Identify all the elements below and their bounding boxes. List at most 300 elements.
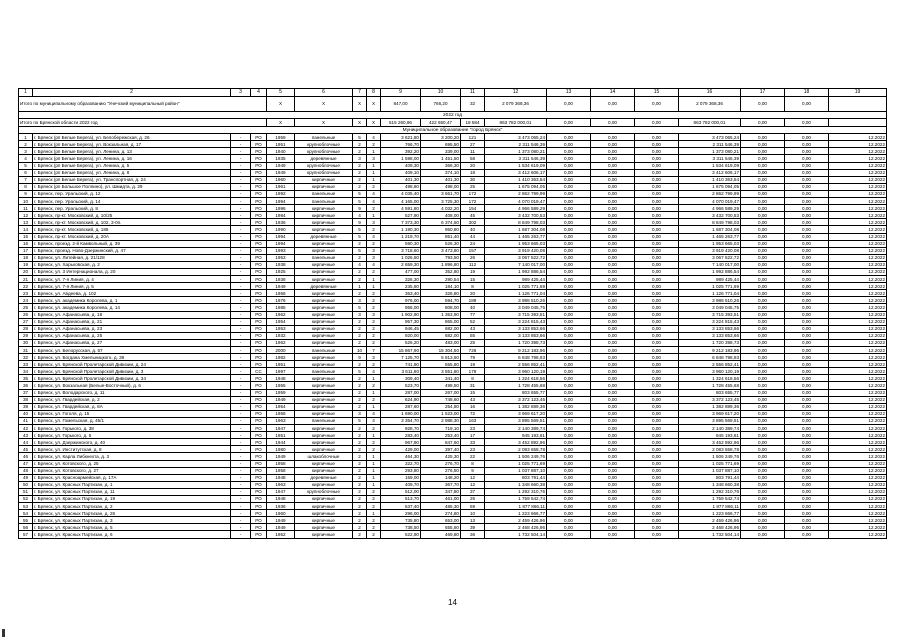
table-cell: 0,00 (591, 311, 635, 318)
table-cell: 2 862 799,99 (485, 190, 547, 197)
table-cell: 0,00 (785, 304, 829, 311)
table-cell: 0,00 (741, 183, 785, 190)
table-cell: 0,00 (785, 410, 829, 417)
table-cell: 0,00 (741, 375, 785, 382)
address-cell: г. Брянск, проезд. Ново-Дзержинский, д. 47 (33, 247, 231, 254)
table-cell: 253,40 (421, 432, 461, 439)
table-cell: 0,00 (785, 190, 829, 197)
table-cell: 6 848 798,93 (679, 354, 741, 361)
table-cell: 12.2022 (829, 198, 887, 205)
table-cell: 19 (19, 261, 33, 268)
table-cell: 0,00 (785, 268, 829, 275)
table-cell: 322,70 (381, 460, 421, 467)
table-row (19, 517, 887, 524)
table-cell: 0,00 (591, 510, 635, 517)
table-cell: 5 813,60 (421, 354, 461, 361)
address-cell: г. Брянск, ул. Гвардейская, д. 2 (33, 396, 231, 403)
table-cell: 0,00 (547, 495, 591, 502)
table-cell: 2 (353, 141, 367, 148)
table-cell: РО (251, 290, 267, 297)
table-cell: 0,00 (547, 354, 591, 361)
address-cell: г. Брянск, ул. Афанасьева, д. 23 (33, 325, 231, 332)
table-cell: РО (251, 226, 267, 233)
table-cell: 409,30 (381, 162, 421, 169)
table-cell: 25 (461, 183, 485, 190)
table-cell: 0,00 (635, 261, 679, 268)
table-row (19, 276, 887, 283)
table-cell: 0,00 (635, 134, 679, 141)
table-cell: 0,00 (741, 261, 785, 268)
table-cell: 347,80 (421, 488, 461, 495)
table-cell: 12.2022 (829, 176, 887, 183)
table-cell: 0,00 (635, 155, 679, 162)
table-cell: 1 877 866,11 (679, 503, 741, 510)
table-cell: - (231, 304, 251, 311)
table-cell: - (231, 410, 251, 417)
table-cell: 0,00 (741, 311, 785, 318)
header-cell: 19 (829, 89, 887, 97)
table-cell: 3 661,70 (421, 190, 461, 197)
table-cell: 1961 (267, 183, 295, 190)
table-cell: - (231, 446, 251, 453)
table-cell: 2 (353, 254, 367, 261)
table-cell: 1948 (267, 495, 295, 502)
table-cell: 803 655,77 (485, 389, 547, 396)
table-cell: СС (251, 368, 267, 375)
table-cell: 0,00 (785, 155, 829, 162)
table-cell: 2 (353, 495, 367, 502)
table-cell: 3 (367, 247, 381, 254)
table-cell: - (231, 354, 251, 361)
table-cell: 682,00 (421, 325, 461, 332)
table-row (19, 510, 887, 517)
table-cell: РО (251, 176, 267, 183)
table-cell: 12.2022 (829, 325, 887, 332)
table-cell: 0,00 (591, 389, 635, 396)
table-cell: 0,00 (547, 176, 591, 183)
address-cell: г. Брянск (рп Белые Берега), ул. Вокзальная, д. 17 (33, 141, 231, 148)
table-cell: 1 025 771,69 (679, 283, 741, 290)
table-cell: кирпичные (295, 176, 353, 183)
address-cell: г. Брянск, пр-кт. Московский, д. 185 (33, 226, 231, 233)
table-cell: 0,00 (635, 481, 679, 488)
table-cell: кирпичные (295, 403, 353, 410)
table-row (19, 446, 887, 453)
table-cell: 0,00 (547, 425, 591, 432)
table-cell: 0,00 (547, 417, 591, 424)
table-cell: 293,80 (381, 467, 421, 474)
table-cell: 1938 (267, 261, 295, 268)
table-cell: 2 (353, 268, 367, 275)
table-cell: 1 465 263,77 (485, 233, 547, 240)
address-cell: г. Брянск, ул. Володарского, д. 11 (33, 389, 231, 396)
table-cell: 928,70 (381, 425, 421, 432)
table-cell: 3 919 420,08 (679, 247, 741, 254)
table-cell: 1 759 542,74 (679, 495, 741, 502)
table-cell: 12.2022 (829, 474, 887, 481)
table-cell: 3 432 700,53 (679, 212, 741, 219)
table-cell: 1 037 887,10 (679, 467, 741, 474)
table-cell: 254,80 (421, 403, 461, 410)
table-cell: 0,00 (591, 297, 635, 304)
table-cell: 2 (353, 453, 367, 460)
table-cell: 1990 (267, 226, 295, 233)
address-cell: г. Брянск, проезд. 2-й Камвольный, д. 39 (33, 240, 231, 247)
table-cell: РО (251, 162, 267, 169)
table-cell: 31 (461, 382, 485, 389)
table-cell: 179 (461, 368, 485, 375)
table-row (19, 141, 887, 148)
table-cell: 1 219,70 (381, 233, 421, 240)
address-cell: г. Брянск, ул. Брянской Пролетарской Дивизии, д. 34 (33, 375, 231, 382)
address-cell: г. Брянск, пер. Уральский, д. 12 (33, 190, 231, 197)
table-cell: 2 (353, 240, 367, 247)
table-cell: 0,00 (547, 226, 591, 233)
address-cell: г. Брянск, ул. Афанасьева, д. 21 (33, 318, 231, 325)
table-cell: РО (251, 375, 267, 382)
table-cell: 12.2022 (829, 524, 887, 531)
table-cell: 477,00 (381, 268, 421, 275)
table-cell: 2 (353, 361, 367, 368)
table-cell: 1958 (267, 467, 295, 474)
table-cell: 464,30 (381, 453, 421, 460)
table-cell: - (231, 283, 251, 290)
table-cell: 22 (19, 283, 33, 290)
table-cell: 2 (367, 503, 381, 510)
table-cell: 803 655,77 (679, 389, 741, 396)
table-cell: 12.2022 (829, 290, 887, 297)
table-row (19, 524, 887, 531)
table-cell: 1982 (267, 354, 295, 361)
table-cell: кирпичные (295, 332, 353, 339)
table-cell: 408,00 (421, 212, 461, 219)
table-row (19, 531, 887, 538)
table-cell: 12.2022 (829, 148, 887, 155)
table-cell: 12.2022 (829, 510, 887, 517)
table-cell: 0,00 (635, 148, 679, 155)
table-cell: 2000 (267, 347, 295, 354)
address-cell: г. Брянск (рп Большое Полпино), ул. Шмидта, д. 29 (33, 183, 231, 190)
table-cell: 2 659,30 (381, 261, 421, 268)
table-cell: 3 452 892,96 (679, 439, 741, 446)
table-cell: 2 (367, 488, 381, 495)
table-cell: 12.2022 (829, 318, 887, 325)
table-cell: РО (251, 233, 267, 240)
table-cell: - (231, 162, 251, 169)
table-cell: РО (251, 247, 267, 254)
table-cell: 2 (367, 297, 381, 304)
total-cell: X (295, 97, 353, 112)
table-cell: 1997 (267, 368, 295, 375)
table-cell: 1 (367, 460, 381, 467)
table-cell: 0,00 (741, 524, 785, 531)
table-cell: 1 (367, 467, 381, 474)
table-cell: кирпичные (295, 410, 353, 417)
table-cell: 0,00 (785, 212, 829, 219)
register-table-container (18, 88, 886, 539)
table-cell: 0,00 (785, 325, 829, 332)
table-cell: РО (251, 524, 267, 531)
table-cell: 2 (367, 531, 381, 538)
table-cell: кирпичные (295, 503, 353, 510)
table-cell: 54 (19, 510, 33, 517)
table-cell: 4 (367, 417, 381, 424)
table-cell: 274,80 (421, 510, 461, 517)
table-cell: 1958 (267, 290, 295, 297)
table-cell: 2 556 852,41 (485, 361, 547, 368)
table-cell: 3 067 522,72 (679, 254, 741, 261)
table-cell: 0,00 (635, 517, 679, 524)
table-cell: 0,00 (785, 425, 829, 432)
table-cell: 0,00 (591, 268, 635, 275)
table-cell: 0,00 (591, 368, 635, 375)
table-cell: 5 (353, 190, 367, 197)
table-cell: 0,00 (635, 354, 679, 361)
total-cell: 847,00 (381, 97, 421, 112)
table-row (19, 332, 887, 339)
table-cell: 0,00 (547, 524, 591, 531)
table-cell: 0,00 (591, 247, 635, 254)
table-cell: 0,00 (741, 417, 785, 424)
table-cell: 296,00 (381, 510, 421, 517)
table-cell: 0,00 (785, 148, 829, 155)
table-cell: РО (251, 268, 267, 275)
table-cell: 0,00 (785, 510, 829, 517)
address-cell: г. Брянск, ул. 7-я Линия, д. 4 (33, 276, 231, 283)
table-cell: 0,00 (741, 268, 785, 275)
table-cell: 1 (367, 276, 381, 283)
table-cell: - (231, 233, 251, 240)
table-cell: 12.2022 (829, 268, 887, 275)
table-cell: - (231, 439, 251, 446)
table-row (19, 481, 887, 488)
table-cell: 29 (19, 332, 33, 339)
table-cell: 1 877 866,11 (485, 503, 547, 510)
table-cell: 50 (19, 481, 33, 488)
header-cell: 2 (33, 89, 231, 97)
table-cell: 0,00 (785, 460, 829, 467)
header-cell: 3 (231, 89, 251, 97)
table-cell: 12.2022 (829, 311, 887, 318)
table-cell: 0,00 (741, 495, 785, 502)
table-cell: 741,90 (381, 361, 421, 368)
table-cell: кирпичные (295, 268, 353, 275)
table-cell: 12.2022 (829, 183, 887, 190)
table-row (19, 325, 887, 332)
table-cell: 0,00 (741, 382, 785, 389)
total-cell: 2 079 368,36 (485, 97, 547, 112)
table-cell: 2 (367, 332, 381, 339)
table-cell: 2 459 426,96 (485, 517, 547, 524)
table-cell: 498,50 (421, 382, 461, 389)
address-cell: г. Брянск, ул. Котовского, д. 25 (33, 460, 231, 467)
table-cell: панельные (295, 198, 353, 205)
table-cell: 44 (461, 233, 485, 240)
table-cell: 1 (19, 134, 33, 141)
table-cell: 0,00 (635, 495, 679, 502)
table-cell: 0,00 (741, 354, 785, 361)
total-cell: X (267, 119, 295, 127)
table-cell: 4 (367, 261, 381, 268)
table-cell: 0,00 (635, 474, 679, 481)
table-cell: 0,00 (591, 325, 635, 332)
table-cell: 0,00 (591, 425, 635, 432)
table-cell: 1949 (267, 162, 295, 169)
table-cell: 2 (367, 425, 381, 432)
table-cell: 401,30 (381, 176, 421, 183)
table-cell: 0,00 (785, 169, 829, 176)
table-cell: 1963 (267, 417, 295, 424)
table-cell: 33 (19, 361, 33, 368)
address-cell: г. Брянск, ул. Дзержинского, д. 40 (33, 439, 231, 446)
table-cell: 12.2022 (829, 155, 887, 162)
table-cell: 374,10 (421, 169, 461, 176)
table-cell: - (231, 347, 251, 354)
table-cell: кирпичные (295, 524, 353, 531)
table-cell: 1 687 304,08 (485, 226, 547, 233)
table-cell: 283,40 (381, 432, 421, 439)
table-cell: 184,10 (421, 283, 461, 290)
table-cell: кирпичные (295, 205, 353, 212)
table-cell: 55 (19, 517, 33, 524)
table-cell: 0,00 (547, 276, 591, 283)
year-label: 2022 год (19, 112, 887, 119)
table-cell: кирпичные (295, 276, 353, 283)
table-cell: 0,00 (591, 205, 635, 212)
table-cell: 1951 (267, 361, 295, 368)
table-cell: 1 324 618,56 (485, 375, 547, 382)
total-cell: 32 (461, 97, 485, 112)
table-cell: 56 (19, 524, 33, 531)
table-cell: 0,00 (741, 425, 785, 432)
table-cell: 16 (461, 403, 485, 410)
table-cell: 0,00 (741, 141, 785, 148)
table-cell: 18 (19, 254, 33, 261)
table-cell: 1951 (267, 141, 295, 148)
total-cell: X (267, 97, 295, 112)
table-cell: 0,00 (741, 410, 785, 417)
table-cell: - (231, 254, 251, 261)
column-number-header-row (19, 89, 887, 97)
table-cell: 512,00 (381, 488, 421, 495)
address-cell: г. Брянск, ул. Литейная, д. 21/128 (33, 254, 231, 261)
address-cell: г. Брянск, ул. Брянской Пролетарской Дивизии, д. 3 (33, 368, 231, 375)
table-cell: 0,00 (741, 297, 785, 304)
table-cell: 0,00 (591, 212, 635, 219)
table-cell: 172 (461, 190, 485, 197)
table-cell: 0,00 (635, 233, 679, 240)
table-cell: деревянные (295, 233, 353, 240)
table-cell: 3 311 546,39 (679, 155, 741, 162)
total-cell: 422 650,47 (421, 119, 461, 127)
table-cell: 30 (461, 176, 485, 183)
table-cell: - (231, 134, 251, 141)
table-cell: 0,00 (785, 233, 829, 240)
table-cell: 429,00 (381, 446, 421, 453)
table-cell: 339,00 (421, 148, 461, 155)
table-cell: 326,80 (421, 290, 461, 297)
table-cell: - (231, 481, 251, 488)
table-cell: 0,00 (547, 318, 591, 325)
table-cell: 0,00 (785, 403, 829, 410)
scan-edge-mark (2, 629, 5, 637)
table-cell: 0,00 (635, 339, 679, 346)
table-cell: 1 037 887,10 (485, 467, 547, 474)
table-cell: 49 (19, 474, 33, 481)
table-cell: 290,54 (421, 276, 461, 283)
address-cell: г. Брянск, ул. Горького, д. 5 (33, 432, 231, 439)
table-cell: 4 (367, 410, 381, 417)
table-cell: 1 728 455,68 (485, 382, 547, 389)
table-cell: 1 025 771,69 (679, 460, 741, 467)
table-row (19, 240, 887, 247)
table-cell: РО (251, 474, 267, 481)
table-cell: 0,00 (741, 389, 785, 396)
table-cell: 21 (19, 276, 33, 283)
table-cell: 0,00 (591, 410, 635, 417)
table-cell: 0,00 (785, 467, 829, 474)
table-cell: 0,00 (741, 240, 785, 247)
table-cell: - (231, 474, 251, 481)
table-cell: 0,00 (591, 439, 635, 446)
page-number: 14 (448, 598, 457, 607)
table-cell: 15 (19, 233, 33, 240)
table-cell: 12 (461, 481, 485, 488)
table-cell: 0,00 (591, 531, 635, 538)
table-cell: 148,20 (421, 474, 461, 481)
table-cell: 2 (353, 510, 367, 517)
table-cell: РО (251, 347, 267, 354)
table-cell: 4 966 589,29 (485, 205, 547, 212)
table-cell: 8 (461, 460, 485, 467)
table-cell: 2 (353, 439, 367, 446)
table-row (19, 474, 887, 481)
table-cell: 52 (19, 495, 33, 502)
table-cell: 12.2022 (829, 347, 887, 354)
table-cell: 590,30 (381, 240, 421, 247)
table-cell: 0,00 (547, 190, 591, 197)
address-cell: г. Брянск, ул. Красных Партизан, д. 6 (33, 531, 231, 538)
table-cell: 2 (353, 382, 367, 389)
table-cell: 15 867,90 (381, 347, 421, 354)
table-cell: 0,00 (785, 141, 829, 148)
address-cell: г. Брянск, ул. Красных Партизан, д. 1 (33, 481, 231, 488)
table-cell: 0,00 (741, 403, 785, 410)
table-cell: 0,00 (785, 531, 829, 538)
table-cell: 0,00 (591, 176, 635, 183)
table-cell: 37 (19, 389, 33, 396)
address-cell: г. Брянск, пр-кт. Московский, д. 20А (33, 233, 231, 240)
table-cell: 1938 (267, 276, 295, 283)
table-cell: 2 (353, 474, 367, 481)
table-cell: 1 025 771,69 (485, 460, 547, 467)
table-cell: 0,00 (635, 169, 679, 176)
table-cell: 4 165,00 (381, 198, 421, 205)
table-cell: 0,00 (785, 219, 829, 226)
table-cell: 0,00 (547, 375, 591, 382)
table-cell: 15 (461, 276, 485, 283)
table-cell: 1 598,00 (381, 155, 421, 162)
table-cell: 1 373 080,21 (679, 148, 741, 155)
header-cell: 7 (353, 89, 367, 97)
table-cell: 4 (367, 134, 381, 141)
table-row (19, 503, 887, 510)
table-row (19, 382, 887, 389)
table-cell: 0,00 (785, 134, 829, 141)
table-cell: 12.2022 (829, 460, 887, 467)
table-cell: 0,00 (635, 524, 679, 531)
table-cell: кирпичные (295, 290, 353, 297)
